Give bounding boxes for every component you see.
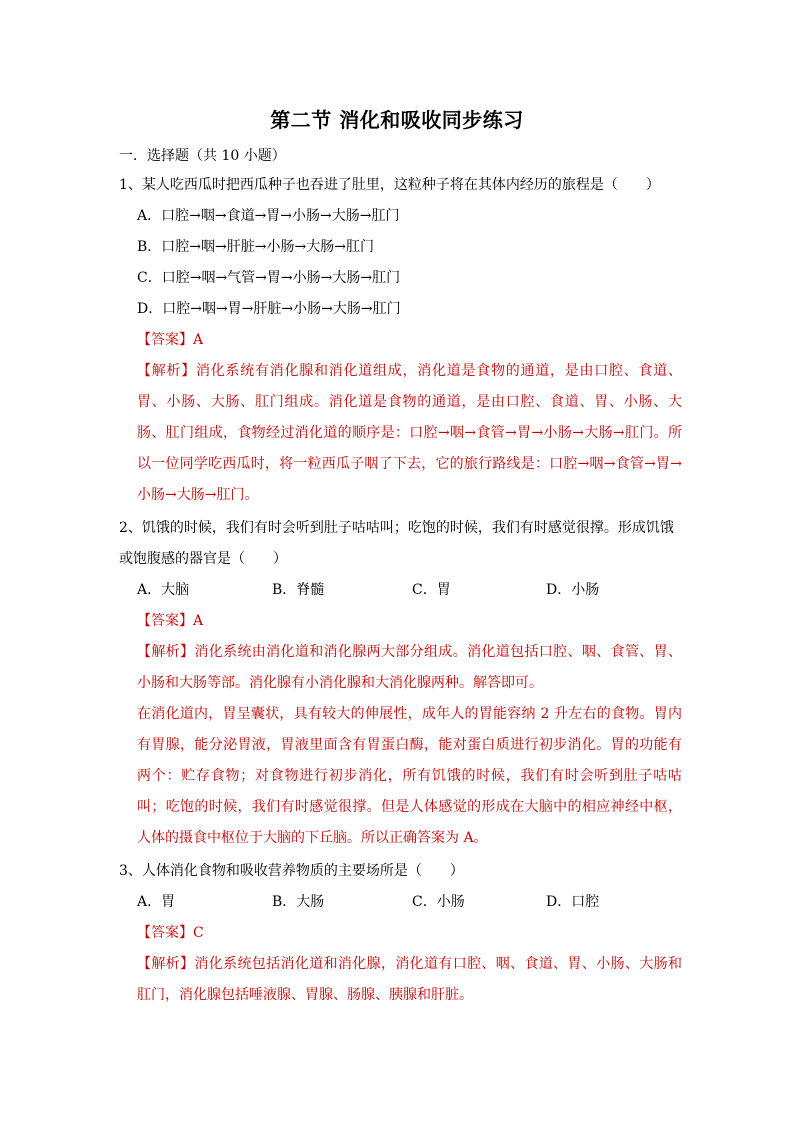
section-heading: 一．选择题（共 10 小题） xyxy=(119,148,286,164)
question-3-answer: 【答案】C xyxy=(137,925,204,941)
question-2-option-d: D．小肠 xyxy=(546,582,600,598)
question-2-stem: 2、饥饿的时候，我们有时会听到肚子咕咕叫；吃饱的时候，我们有时感觉很撑。形成饥饿或饱腹感的器官是（ ） xyxy=(119,520,674,567)
question-1-analysis: 【解析】消化系统有消化腺和消化道组成，消化道是食物的通道，是由口腔、食道、胃、小肠、大肠、肛门组成。消化道是食物的通道，是由口腔、食道、胃、小肠、大肠、肛门组成，食物经过消化道的顺序是：口腔→咽→食管→胃→小肠→大肠→肛门。所以一位同学吃西瓜时，将一粒西瓜子咽了下去，它的旅行路线是：口腔→咽→食管→胃→小肠→大肠→肛门。 xyxy=(137,363,682,503)
question-2-analysis-detail: 在消化道内，胃呈囊状，具有较大的伸展性，成年人的胃能容纳 2 升左右的食物。胃内有胃腺，能分泌胃液，胃液里面含有胃蛋白酶，能对蛋白质进行初步消化。胃的功能有两个：贮存食物；对食物进行初步消化，所有饥饿的时候，我们有时会听到肚子咕咕叫；吃饱的时候，我们有时感觉很撑。但是人体感觉的形成在大脑中的相应神经中枢，人体的摄食中枢位于大脑的下丘脑。所以正确答案为 A。 xyxy=(137,706,682,846)
question-3-option-a: A．胃 xyxy=(137,894,176,910)
question-1-option-a: A．口腔→咽→食道→胃→小肠→大肠→肛门 xyxy=(137,208,400,224)
page-title: 第二节 消化和吸收同步练习 xyxy=(270,108,524,132)
question-2-option-a: A．大脑 xyxy=(137,582,190,598)
question-3-stem: 3、人体消化食物和吸收营养物质的主要场所是（ ） xyxy=(119,863,464,879)
question-2-answer: 【答案】A xyxy=(137,613,204,629)
question-1-option-c: C．口腔→咽→气管→胃→小肠→大肠→肛门 xyxy=(137,270,401,286)
question-3-analysis: 【解析】消化系统包括消化道和消化腺，消化道有口腔、咽、食道、胃、小肠、大肠和肛门，消化腺包括唾液腺、胃腺、肠腺、胰腺和肝脏。 xyxy=(137,956,682,1003)
question-2-analysis: 【解析】消化系统由消化道和消化腺两大部分组成。消化道包括口腔、咽、食管、胃、小肠和大肠等部。消化腺有小消化腺和大消化腺两种。解答即可。 xyxy=(137,644,682,691)
question-3-option-b: B．大肠 xyxy=(272,894,325,910)
question-3-option-d: D．口腔 xyxy=(546,894,600,910)
question-1-option-d: D．口腔→咽→胃→肝脏→小肠→大肠→肛门 xyxy=(137,301,401,317)
question-2-option-c: C．胃 xyxy=(412,582,451,598)
question-1-option-b: B．口腔→咽→肝脏→小肠→大肠→肛门 xyxy=(137,239,374,255)
question-1-answer: 【答案】A xyxy=(137,332,204,348)
question-2-option-b: B．脊髓 xyxy=(272,582,325,598)
question-1-stem: 1、某人吃西瓜时把西瓜种子也吞进了肚里，这粒种子将在其体内经历的旅程是（ ） xyxy=(119,177,660,193)
question-3-option-c: C．小肠 xyxy=(412,894,465,910)
